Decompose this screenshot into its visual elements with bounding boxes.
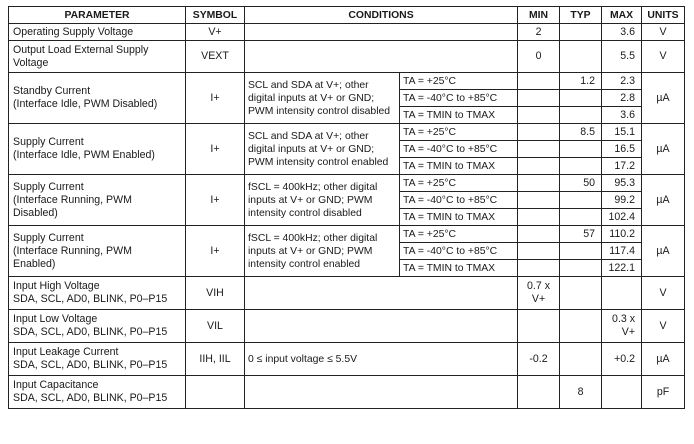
typ-cell [560, 260, 602, 277]
table-row [9, 24, 685, 41]
symbol-cell [186, 376, 245, 409]
param-cell [9, 41, 186, 73]
typ-cell [560, 41, 602, 73]
symbol-cell: I+ [186, 124, 245, 175]
max-cell: 5.5 [602, 41, 642, 73]
min-cell [518, 73, 560, 90]
unit-cell: µA [642, 73, 685, 124]
header-typ: TYP [560, 7, 602, 24]
param-cell: Operating Supply Voltage [9, 24, 186, 41]
min-cell [518, 124, 560, 141]
conditions-cell: 0 ≤ input voltage ≤ 5.5V [245, 343, 518, 376]
table-row [9, 343, 685, 376]
header-parameter: PARAMETER [9, 7, 186, 24]
typ-cell [560, 209, 602, 226]
unit-cell: µA [642, 343, 685, 376]
param-cell [9, 343, 186, 376]
param-cell [9, 376, 186, 409]
max-cell: 110.2 [602, 226, 642, 243]
header-min: MIN [518, 7, 560, 24]
temp-condition: TA = +25°C [400, 175, 518, 192]
electrical-characteristics-table [8, 6, 685, 409]
cond-line: digital inputs at V+ or GND; [248, 92, 375, 104]
conditions-cell [245, 226, 400, 277]
max-cell [602, 376, 642, 409]
table-row [9, 41, 685, 73]
typ-cell [560, 243, 602, 260]
temp-condition: TA = -40°C to +85°C [400, 243, 518, 260]
min-cell [518, 158, 560, 175]
conditions-cell [245, 24, 518, 41]
max-cell [602, 277, 642, 310]
max-cell: 117.4 [602, 243, 642, 260]
param-cell [9, 73, 186, 124]
max-line: V+ [621, 326, 636, 338]
header-units: UNITS [642, 7, 685, 24]
conditions-cell [245, 124, 400, 175]
max-cell: 15.1 [602, 124, 642, 141]
param-line: Supply Current [13, 136, 84, 148]
conditions-cell [245, 175, 400, 226]
table-row [9, 175, 685, 192]
cond-line: inputs at V+ or GND; PWM [248, 194, 373, 206]
max-cell: +0.2 [602, 343, 642, 376]
table-row [9, 376, 685, 409]
temp-condition: TA = TMIN to TMAX [400, 107, 518, 124]
param-line: Supply Current [13, 231, 84, 244]
param-line: Input High Voltage [13, 280, 100, 292]
header-symbol: SYMBOL [186, 7, 245, 24]
param-line: SDA, SCL, AD0, BLINK, P0–P15 [13, 359, 168, 371]
min-cell: -0.2 [518, 343, 560, 376]
min-cell [518, 277, 560, 310]
min-line: V+ [531, 293, 546, 305]
typ-cell [560, 24, 602, 41]
min-cell [518, 376, 560, 409]
typ-cell: 1.2 [560, 73, 602, 90]
min-cell [518, 107, 560, 124]
param-cell [9, 124, 186, 175]
max-cell: 122.1 [602, 260, 642, 277]
param-line: SDA, SCL, AD0, BLINK, P0–P15 [13, 326, 168, 338]
unit-cell: V [642, 24, 685, 41]
unit-cell: µA [642, 175, 685, 226]
param-line: Supply Current [13, 180, 84, 193]
min-cell [518, 175, 560, 192]
symbol-cell: IIH, IIL [186, 343, 245, 376]
param-line: (Interface Idle, PWM Disabled) [13, 98, 158, 110]
min-cell [518, 90, 560, 107]
conditions-cell [245, 277, 518, 310]
typ-cell [560, 107, 602, 124]
conditions-cell [245, 376, 518, 409]
symbol-cell: VIH [186, 277, 245, 310]
max-cell: 3.6 [602, 107, 642, 124]
param-line: Output Load External Supply [13, 43, 149, 56]
table-row [9, 310, 685, 343]
cond-line: fSCL = 400kHz; other digital [248, 232, 378, 244]
max-cell: 17.2 [602, 158, 642, 175]
typ-cell [560, 310, 602, 343]
temp-condition: TA = -40°C to +85°C [400, 90, 518, 107]
typ-cell [560, 343, 602, 376]
min-cell: 0 [518, 41, 560, 73]
typ-cell [560, 158, 602, 175]
param-line: SDA, SCL, AD0, BLINK, P0–P15 [13, 392, 168, 404]
param-line: SDA, SCL, AD0, BLINK, P0–P15 [13, 293, 168, 305]
symbol-cell: I+ [186, 175, 245, 226]
min-cell [518, 310, 560, 343]
cond-line: intensity control disabled [248, 207, 362, 219]
header-max: MAX [602, 7, 642, 24]
min-cell [518, 209, 560, 226]
temp-condition: TA = TMIN to TMAX [400, 260, 518, 277]
temp-condition: TA = -40°C to +85°C [400, 141, 518, 158]
typ-cell [560, 277, 602, 310]
unit-cell: µA [642, 124, 685, 175]
header-row [9, 7, 685, 24]
typ-cell [560, 90, 602, 107]
table-row [9, 73, 685, 90]
param-line: Enabled) [13, 257, 56, 270]
cond-line: fSCL = 400kHz; other digital [248, 181, 378, 193]
typ-cell [560, 192, 602, 209]
table-row [9, 226, 685, 243]
typ-cell: 8.5 [560, 124, 602, 141]
temp-condition: TA = TMIN to TMAX [400, 158, 518, 175]
max-cell: 2.8 [602, 90, 642, 107]
cond-line: PWM intensity control disabled [248, 105, 391, 117]
symbol-cell: I+ [186, 73, 245, 124]
max-cell: 99.2 [602, 192, 642, 209]
conditions-cell [245, 41, 518, 73]
cond-line: SCL and SDA at V+; other [248, 130, 369, 142]
min-cell [518, 141, 560, 158]
min-line: 0.7 x [527, 280, 550, 292]
unit-cell: V [642, 41, 685, 73]
min-cell [518, 226, 560, 243]
unit-cell: µA [642, 226, 685, 277]
max-cell: 95.3 [602, 175, 642, 192]
header-conditions: CONDITIONS [245, 7, 518, 24]
typ-cell: 57 [560, 226, 602, 243]
table-row [9, 124, 685, 141]
param-line: Disabled) [13, 206, 58, 219]
unit-cell: V [642, 277, 685, 310]
conditions-cell [245, 73, 400, 124]
temp-condition: TA = TMIN to TMAX [400, 209, 518, 226]
temp-condition: TA = -40°C to +85°C [400, 192, 518, 209]
typ-cell: 8 [560, 376, 602, 409]
param-line: Input Leakage Current [13, 346, 119, 358]
param-line: (Interface Running, PWM [13, 244, 132, 257]
symbol-cell: V+ [186, 24, 245, 41]
max-line: 0.3 x [612, 313, 636, 325]
unit-cell: V [642, 310, 685, 343]
min-cell [518, 260, 560, 277]
param-cell [9, 277, 186, 310]
max-cell: 2.3 [602, 73, 642, 90]
param-line: (Interface Running, PWM [13, 193, 132, 206]
param-cell [9, 175, 186, 226]
max-cell: 16.5 [602, 141, 642, 158]
temp-condition: TA = +25°C [400, 124, 518, 141]
cond-line: digital inputs at V+ or GND; [248, 143, 375, 155]
max-cell: 3.6 [602, 24, 642, 41]
temp-condition: TA = +25°C [400, 73, 518, 90]
param-line: Input Capacitance [13, 379, 99, 391]
symbol-cell: I+ [186, 226, 245, 277]
max-cell: 102.4 [602, 209, 642, 226]
min-cell [518, 192, 560, 209]
conditions-cell [245, 310, 518, 343]
param-line: Standby Current [13, 85, 91, 97]
min-cell [518, 243, 560, 260]
param-line: Voltage [13, 56, 49, 69]
param-line: (Interface Idle, PWM Enabled) [13, 149, 155, 161]
max-cell [602, 310, 642, 343]
cond-line: PWM intensity control enabled [248, 156, 389, 168]
unit-cell: pF [642, 376, 685, 409]
param-cell [9, 310, 186, 343]
temp-condition: TA = +25°C [400, 226, 518, 243]
symbol-cell: VEXT [186, 41, 245, 73]
param-cell [9, 226, 186, 277]
table-row [9, 277, 685, 310]
typ-cell: 50 [560, 175, 602, 192]
min-cell: 2 [518, 24, 560, 41]
param-line: Input Low Voltage [13, 313, 98, 325]
cond-line: SCL and SDA at V+; other [248, 79, 369, 91]
cond-line: inputs at V+ or GND; PWM [248, 245, 373, 257]
symbol-cell: VIL [186, 310, 245, 343]
cond-line: intensity control enabled [248, 258, 361, 270]
typ-cell [560, 141, 602, 158]
